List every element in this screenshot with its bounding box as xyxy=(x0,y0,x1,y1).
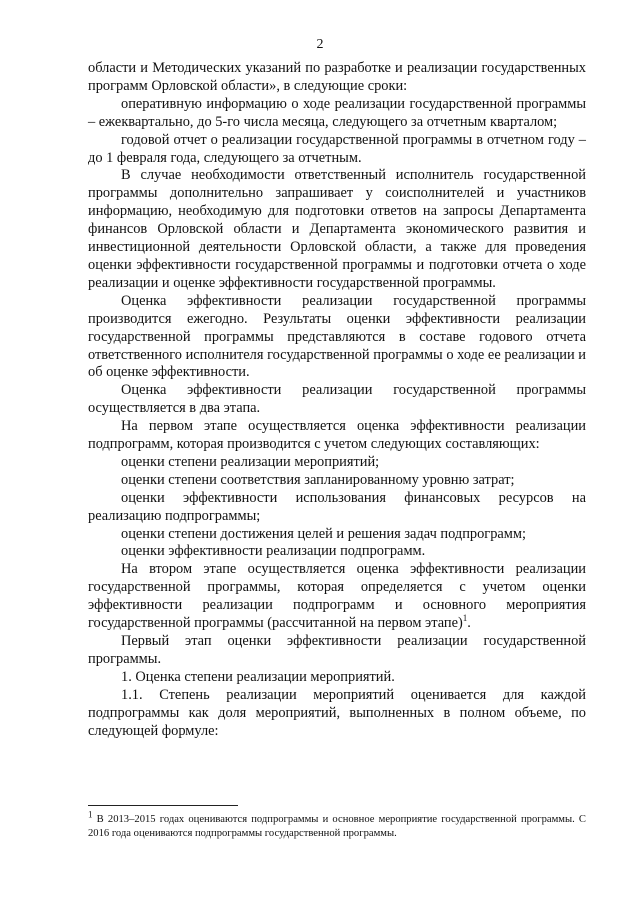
section-heading: 1. Оценка степени реализации мероприятий. xyxy=(121,668,395,685)
paragraph: годовой отчет о реализации государственной программы в отчетном году – до 1 февраля года, следующего за отчетным. xyxy=(88,131,586,166)
paragraph: оперативную информацию о ходе реализации государственной программы – ежеквартально, до 5-го числа месяца, следующего за отчетным кварталом; xyxy=(88,95,586,130)
footnote-reference[interactable]: 1 xyxy=(462,613,468,624)
list-item: оценки эффективности реализации подпрограмм. xyxy=(121,543,426,560)
footnote-text: В 2013–2015 годах оцениваются подпрограммы и основное мероприятие государственной программы. С 2016 года оцениваются подпрограммы государственной программы. xyxy=(88,814,586,839)
list-item: оценки степени достижения целей и решения задач подпрограмм; xyxy=(121,525,526,542)
paragraph: Первый этап оценки эффективности реализации государственной программы. xyxy=(88,633,586,667)
paragraph: В случае необходимости ответственный исполнитель государственной программы дополнительно запрашивает у соисполнителей и участников информацию, необходимую для подготовки ответов на запросы Департамента финансов Орловской области и Департамента экономического развития и инвестиционной деятельности Орловской области, а также для проведения оценки эффективности государственной программы и подготовки отчета о ходе реализации и оценке эффективности государственной программы. xyxy=(88,167,586,291)
paragraph: области и Методических указаний по разработке и реализации государственных программ Орловской области», в следующие сроки: xyxy=(88,60,586,94)
footnote-marker: 1 xyxy=(88,809,93,820)
list-item: оценки степени реализации мероприятий; xyxy=(121,453,380,470)
footnote xyxy=(88,809,586,841)
paragraph-with-footnote xyxy=(88,561,586,633)
paragraph: 1.1. Степень реализации мероприятий оценивается для каждой подпрограммы как доля мероприятий, выполненных в полном объеме, по следующей формуле: xyxy=(88,686,586,739)
paragraph: На первом этапе осуществляется оценка эффективности реализации подпрограмм, которая производится с учетом следующих составляющих: xyxy=(88,418,586,453)
page-number: 2 xyxy=(316,37,324,52)
paragraph-tail: . xyxy=(467,615,471,632)
paragraph: Оценка эффективности реализации государственной программы осуществляется в два этапа. xyxy=(88,382,586,417)
paragraph: Оценка эффективности реализации государственной программы производится ежегодно. Результаты оценки эффективности реализации государственной программы представляются в составе годового отчета ответственного исполнителя государственной программы о ходе ее реализации и об оценке эффективности. xyxy=(88,292,586,381)
list-item: оценки эффективности использования финансовых ресурсов на реализацию подпрограммы; xyxy=(88,489,586,524)
footnote-divider xyxy=(88,805,238,806)
list-item: оценки степени соответствия запланированному уровню затрат; xyxy=(121,471,515,488)
document-body xyxy=(88,60,586,740)
paragraph-text: На втором этапе осуществляется оценка эффективности реализации государственной программы, которая определяется с учетом оценки эффективности реализации подпрограмм и основного мероприятия государственной программы (рассчитанной на первом этапе) xyxy=(88,561,586,632)
